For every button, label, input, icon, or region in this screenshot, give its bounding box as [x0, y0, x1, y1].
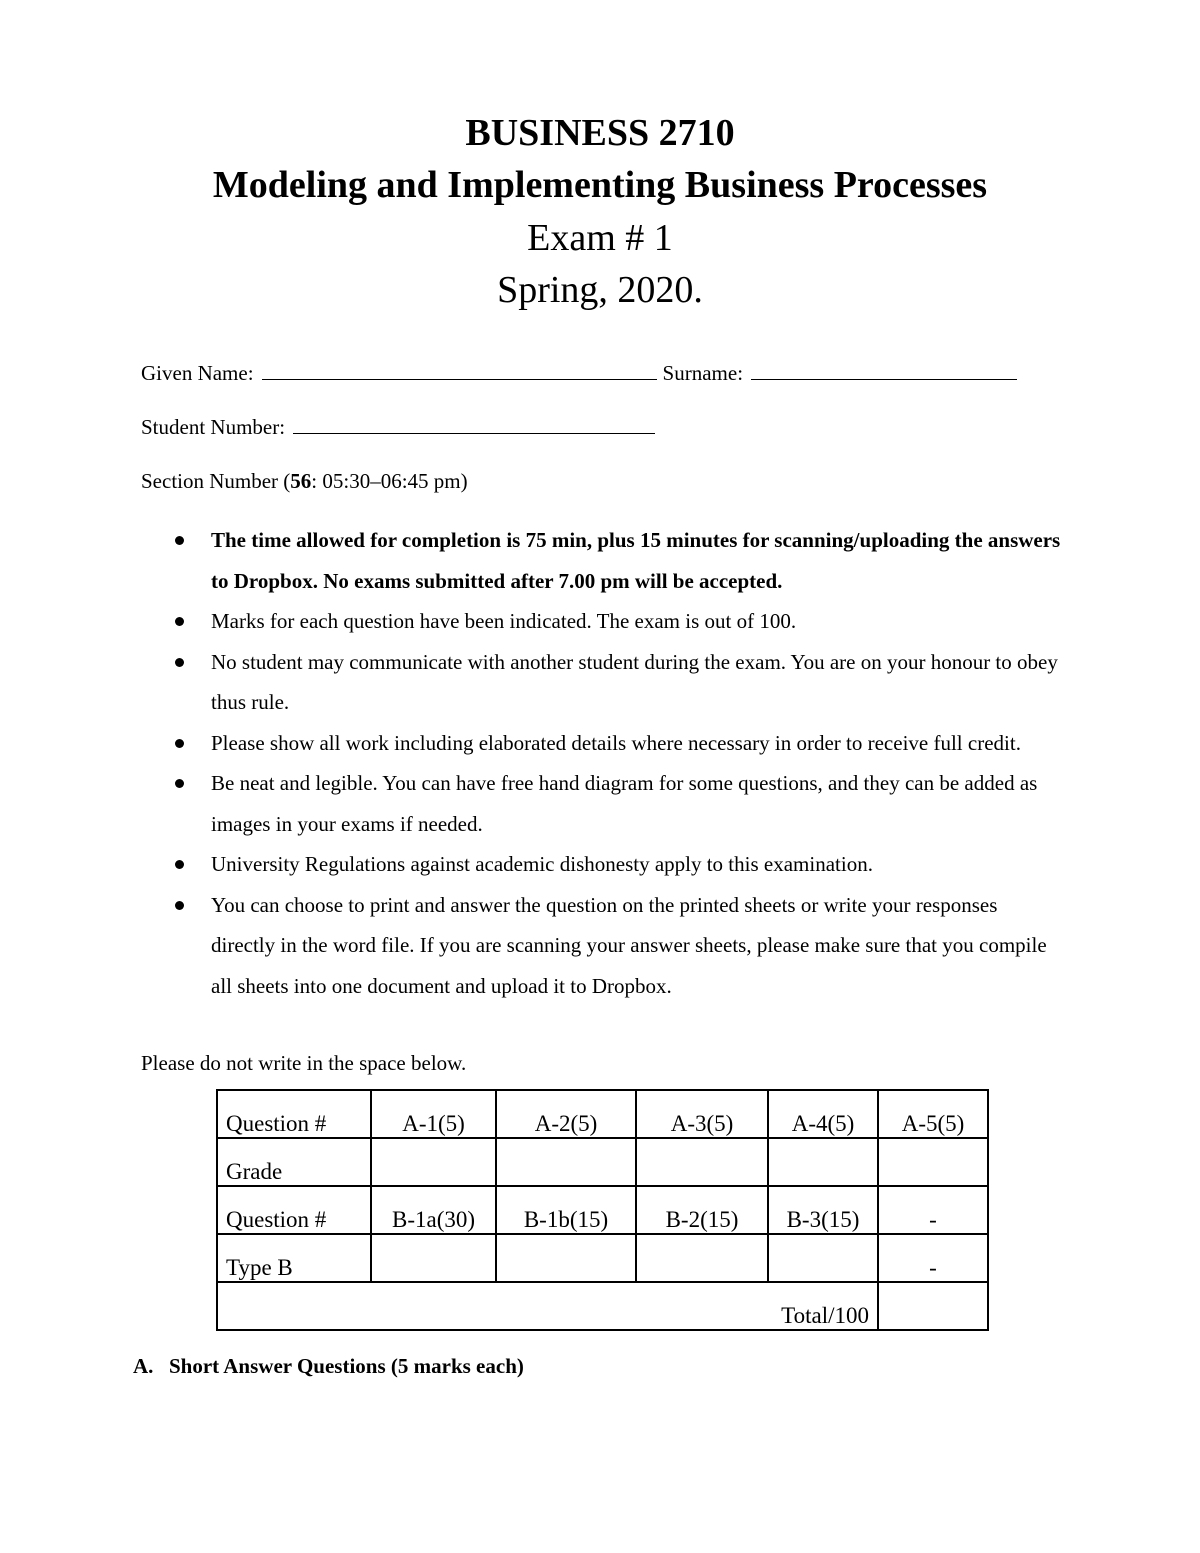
- no-write-note: Please do not write in the space below.: [141, 1051, 467, 1075]
- section-a-title: Short Answer Questions (5 marks each): [169, 1354, 524, 1378]
- table-cell: B-3(15): [768, 1186, 878, 1234]
- student-number-label: Student Number:: [141, 415, 286, 439]
- student-number-blank[interactable]: [293, 415, 655, 434]
- grade-entry-cell[interactable]: [636, 1234, 768, 1282]
- instruction-item: [165, 642, 1065, 723]
- grade-entry-cell[interactable]: [768, 1138, 878, 1186]
- grade-table: [216, 1089, 989, 1331]
- table-cell: A-2(5): [496, 1090, 636, 1138]
- table-row: [217, 1282, 988, 1330]
- section-suffix: : 05:30–06:45 pm): [311, 469, 468, 493]
- student-number-row: [141, 415, 655, 440]
- instruction-text: The time allowed for completion is 75 min, plus 15 minutes for scanning/uploading the answers to Dropbox. No exams submitted after 7.00 pm will be accepted.: [211, 528, 1061, 593]
- table-row: [217, 1090, 988, 1138]
- given-name-blank[interactable]: [262, 361, 657, 380]
- instruction-text: No student may communicate with another student during the exam. You are on your honour to obey thus rule.: [211, 649, 1058, 714]
- instruction-text: Be neat and legible. You can have free hand diagram for some questions, and they can be added as images in your exams if needed.: [211, 771, 1038, 836]
- section-prefix: Section Number (: [141, 469, 291, 493]
- grade-entry-cell[interactable]: [371, 1234, 496, 1282]
- instruction-item: [165, 723, 1065, 764]
- bullet-icon: [175, 779, 184, 788]
- course-title: Modeling and Implementing Business Processes: [212, 164, 988, 206]
- bullet-icon: [175, 901, 184, 910]
- bullet-icon: [175, 617, 184, 626]
- surname-label: Surname:: [662, 361, 744, 385]
- total-entry-cell[interactable]: [878, 1282, 988, 1330]
- table-cell: A-4(5): [768, 1090, 878, 1138]
- bullet-icon: [175, 658, 184, 667]
- course-code: BUSINESS 2710: [465, 112, 735, 154]
- section-number-row: [141, 469, 468, 494]
- table-row: [217, 1234, 988, 1282]
- table-cell: A-3(5): [636, 1090, 768, 1138]
- instruction-item: [165, 763, 1065, 844]
- instruction-text: Marks for each question have been indicated. The exam is out of 100.: [211, 609, 797, 633]
- grade-entry-cell[interactable]: [636, 1138, 768, 1186]
- table-row: [217, 1186, 988, 1234]
- table-cell: B-2(15): [636, 1186, 768, 1234]
- bullet-icon: [175, 536, 184, 545]
- grade-entry-cell[interactable]: [371, 1138, 496, 1186]
- given-name-label: Given Name:: [141, 361, 254, 385]
- exam-term: Spring, 2020.: [497, 269, 703, 311]
- table-cell: A-1(5): [371, 1090, 496, 1138]
- table-row: [217, 1138, 988, 1186]
- section-a-heading: [133, 1354, 524, 1379]
- instruction-item: [165, 844, 1065, 885]
- total-label-cell: Total/100: [217, 1282, 878, 1330]
- instruction-text: University Regulations against academic dishonesty apply to this examination.: [211, 852, 873, 876]
- grade-entry-cell[interactable]: [496, 1138, 636, 1186]
- table-cell: B-1a(30): [371, 1186, 496, 1234]
- table-cell: Type B: [217, 1234, 371, 1282]
- bullet-icon: [175, 860, 184, 869]
- table-cell: B-1b(15): [496, 1186, 636, 1234]
- bullet-icon: [175, 739, 184, 748]
- grade-entry-cell[interactable]: [496, 1234, 636, 1282]
- table-cell: Question #: [217, 1186, 371, 1234]
- surname-blank[interactable]: [751, 361, 1017, 380]
- grade-entry-cell[interactable]: [878, 1138, 988, 1186]
- table-cell: -: [878, 1186, 988, 1234]
- section-code: 56: [290, 469, 312, 493]
- table-cell: Grade: [217, 1138, 371, 1186]
- instruction-text: You can choose to print and answer the question on the printed sheets or write your responses directly in the word file. If you are scanning your answer sheets, please make sure that you compile all sheets into one document and upload it to Dropbox.: [211, 892, 1047, 998]
- table-cell: Question #: [217, 1090, 371, 1138]
- instruction-item: [165, 885, 1065, 1007]
- instructions-list: [165, 520, 1065, 1006]
- instruction-text: Please show all work including elaborated details where necessary in order to receive full credit.: [211, 730, 1021, 755]
- name-fields-row: [141, 361, 1017, 386]
- instruction-item: [165, 601, 1065, 642]
- section-a-letter: A.: [133, 1354, 154, 1378]
- exam-number: Exam # 1: [527, 217, 673, 259]
- table-cell: A-5(5): [878, 1090, 988, 1138]
- instruction-item: [165, 520, 1065, 601]
- table-cell: -: [878, 1234, 988, 1282]
- grade-entry-cell[interactable]: [768, 1234, 878, 1282]
